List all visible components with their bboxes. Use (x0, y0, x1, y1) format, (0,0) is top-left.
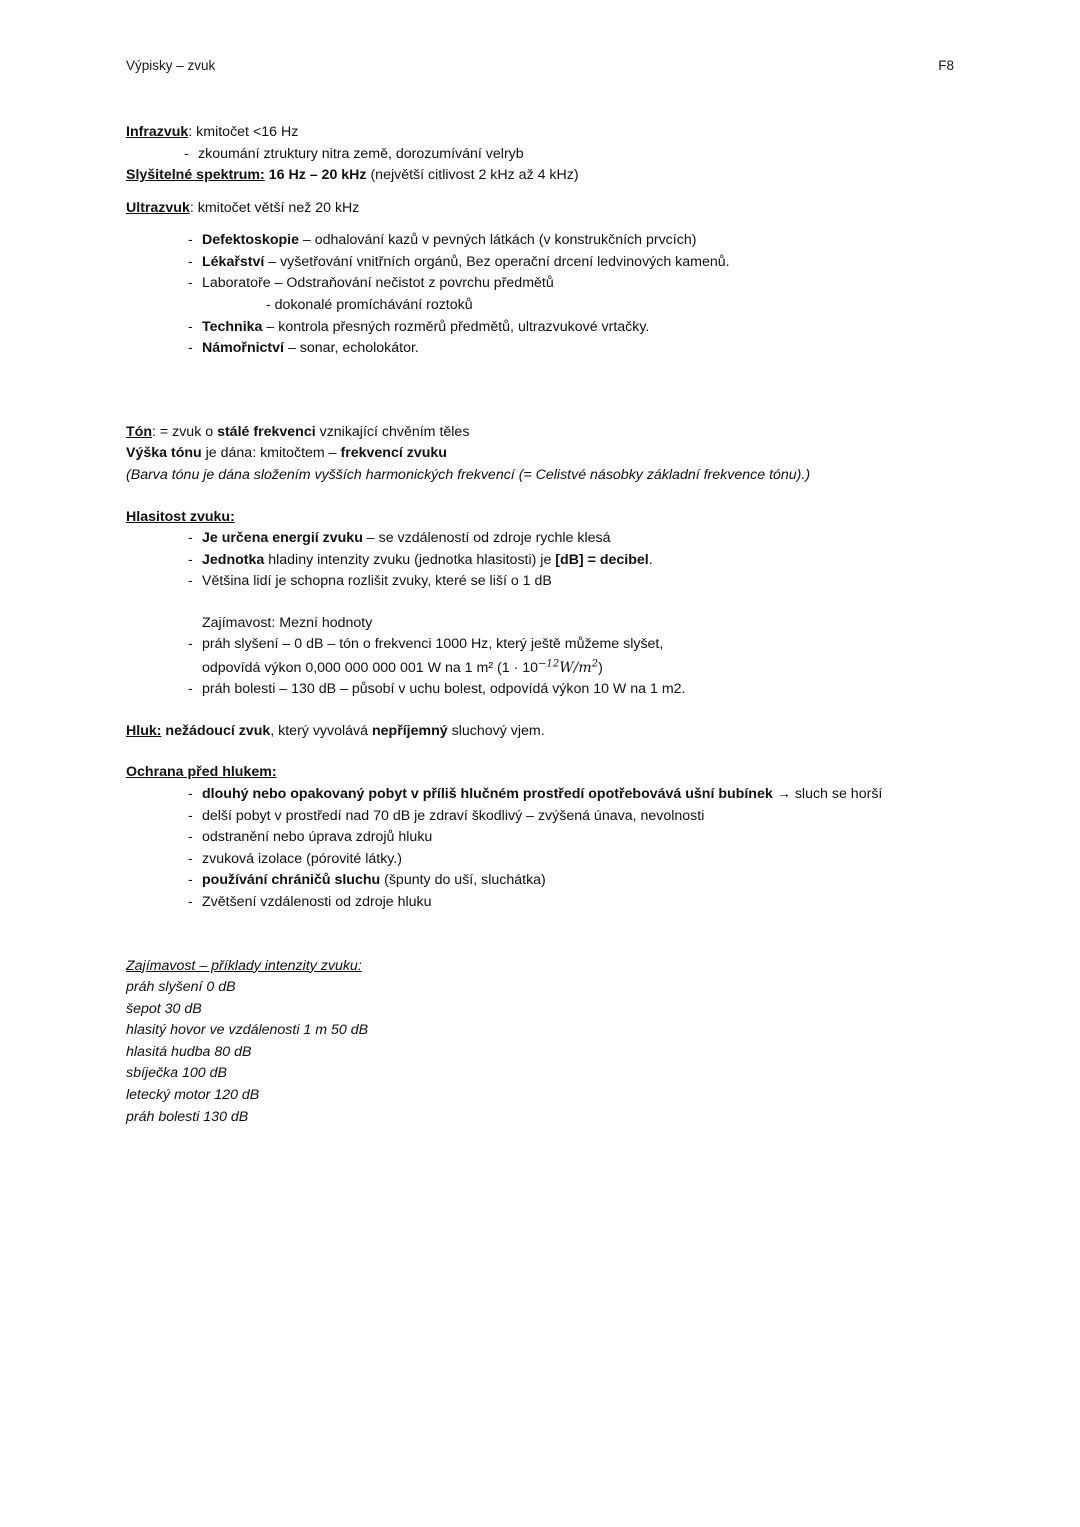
list-item (188, 679, 926, 701)
header-title: Výpisky – zvuk (126, 58, 216, 73)
list-item (188, 806, 926, 828)
dash-icon: - (188, 275, 193, 292)
ochrana-title (126, 762, 926, 784)
infrazvuk-line (126, 122, 926, 144)
priklady-item: šepot 30 dB (126, 1000, 202, 1017)
hlasitost-item-bold2: [dB] = decibel (555, 551, 649, 568)
list-item (188, 571, 926, 593)
ultrazvuk-item-bold: Technika (202, 318, 263, 335)
zajimavost-mezni-label: Zajímavost: Mezní hodnoty (202, 614, 373, 631)
dash-icon: - (188, 573, 193, 590)
priklady-item: práh bolesti 130 dB (126, 1108, 249, 1125)
dash-icon: - (188, 340, 193, 357)
ultrazvuk-item-rest: – vyšetřování vnitřních orgánů, Bez operační drcení ledvinových kamenů. (264, 253, 730, 270)
prah-slyseni-units: W/m (559, 659, 592, 676)
ultrazvuk-subnote: - dokonalé promíchávání roztoků (266, 297, 473, 314)
ton-line-1 (126, 422, 926, 444)
hluk-line (126, 721, 926, 743)
list-item (188, 273, 926, 295)
ultrazvuk-item-bold: Defektoskopie (202, 232, 299, 249)
dash-icon: - (188, 636, 193, 653)
ultrazvuk-def: : kmitočet větší než 20 kHz (189, 199, 360, 216)
hluk-b: , který vyvolává (270, 722, 372, 739)
hlasitost-item-bold: Jednotka (202, 551, 265, 568)
priklady-item: práh slyšení 0 dB (126, 979, 236, 996)
infrazvuk-def: : kmitočet <16 Hz (188, 124, 299, 140)
slysitelne-rest: (největší citlivost 2 kHz až 4 kHz) (366, 167, 579, 184)
dash-icon: - (188, 530, 193, 547)
ochrana-item-rest: Zvětšení vzdálenosti od zdroje hluku (202, 893, 432, 910)
infrazvuk-bullet-text: zkoumání ztruktury nitra země, dorozumívání velryb (198, 145, 524, 162)
list-item (188, 252, 926, 274)
list-item (188, 784, 926, 806)
dash-icon: - (188, 232, 193, 249)
list-item (188, 317, 926, 339)
list-item (188, 550, 926, 572)
prah-slyseni-line2-a: odpovídá výkon 0,000 000 000 001 W na 1 m² (1 · 10 (202, 659, 538, 676)
ochrana-title-text: Ochrana před hlukem: (126, 764, 277, 781)
ochrana-item-rest: (špunty do uší, sluchátka) (380, 872, 546, 889)
document-body (126, 122, 926, 1128)
ton-line1-a: : = zvuk o (152, 423, 218, 440)
priklady-item: hlasitá hudba 80 dB (126, 1043, 252, 1060)
ultrazvuk-line (126, 198, 926, 220)
dash-icon: - (188, 893, 193, 910)
header-page-label: F8 (938, 58, 954, 73)
exp-value: −12 (537, 658, 560, 670)
ton-line1-c: vznikající chvěním těles (315, 423, 470, 440)
list-item (188, 338, 926, 360)
priklady-item: hlasitý hovor ve vzdálenosti 1 m 50 dB (126, 1022, 369, 1039)
ochrana-item-rest: → sluch se horší (772, 786, 883, 803)
vyska-tonu-end: frekvencí zvuku (340, 445, 447, 462)
infrazvuk-term: Infrazvuk (126, 124, 189, 140)
dash-icon: - (188, 850, 193, 867)
page-header (126, 58, 954, 73)
slysitelne-range: 16 Hz – 20 kHz (264, 167, 367, 184)
slysitelne-term: Slyšitelné spektrum: (126, 167, 265, 184)
list-item (188, 634, 926, 679)
priklady-item: sbíječka 100 dB (126, 1065, 227, 1082)
ton-line1-b: stálé frekvenci (217, 423, 316, 440)
dash-icon: - (188, 872, 193, 889)
dash-icon: - (188, 681, 193, 698)
list-item (188, 528, 926, 550)
prah-slyseni-line2 (202, 657, 603, 676)
ultrazvuk-item-rest: – sonar, echolokátor. (284, 340, 419, 357)
prah-slyseni-line1: práh slyšení – 0 dB – tón o frekvenci 1000 Hz, který ještě můžeme slyšet, (202, 636, 664, 653)
barva-tonu-note: (Barva tónu je dána složením vyšších harmonických frekvencí (= Celistvé násobky základní frekvence tónu).) (126, 466, 811, 483)
list-item (188, 230, 926, 252)
prah-slyseni-exp2: 2 (591, 657, 599, 669)
hluk-a: nežádoucí zvuk (161, 722, 271, 739)
list-item (188, 849, 926, 871)
dash-icon: - (188, 807, 193, 824)
dash-icon: - (188, 318, 193, 335)
dash-icon: - (188, 551, 193, 568)
hlasitost-item-rest: hladiny intenzity zvuku (jednotka hlasitosti) je (264, 551, 556, 568)
vyska-tonu-mid: je dána: kmitočtem – (201, 445, 341, 462)
hlasitost-item-rest: – se vzdáleností od zdroje rychle klesá (362, 530, 611, 547)
list-item (188, 827, 926, 849)
priklady-title: Zajímavost – příklady intenzity zvuku: (126, 957, 362, 974)
ultrazvuk-item-rest: – kontrola přesných rozměrů předmětů, ultrazvukové vrtačky. (262, 318, 650, 335)
hlasitost-title (126, 507, 926, 529)
prah-slyseni-exp (538, 660, 559, 676)
ton-line-2 (126, 443, 926, 465)
priklady-item: letecký motor 120 dB (126, 1086, 260, 1103)
list-item (188, 892, 926, 914)
ochrana-item-rest: delší pobyt v prostředí nad 70 dB je zdraví škodlivý – zvýšená únava, nevolnosti (202, 807, 705, 824)
ton-term: Tón (126, 423, 152, 440)
hluk-d: sluchový vjem. (447, 722, 545, 739)
ochrana-item-rest: odstranění nebo úprava zdrojů hluku (202, 829, 433, 846)
dash-icon: - (188, 253, 193, 270)
dash-icon: - (188, 829, 193, 846)
ultrazvuk-term: Ultrazvuk (126, 199, 190, 216)
dash-icon: - (184, 145, 189, 162)
vyska-tonu-term: Výška tónu (126, 445, 202, 462)
ochrana-item-rest: zvuková izolace (pórovité látky.) (202, 850, 403, 867)
ultrazvuk-item-rest: – odhalování kazů v pevných látkách (v konstrukčních prvcích) (298, 232, 697, 249)
dash-icon: - (188, 786, 193, 803)
hlasitost-item-rest: Většina lidí je schopna rozlišit zvuky, které se liší o 1 dB (202, 573, 552, 590)
slysitelne-line (126, 165, 926, 187)
hluk-term: Hluk: (126, 722, 162, 739)
ultrazvuk-item-bold: Námořnictví (202, 340, 284, 357)
hlasitost-item-rest2: . (648, 551, 653, 568)
ochrana-item-bold: používání chráničů sluchu (202, 872, 381, 889)
ultrazvuk-item-bold: Lékařství (202, 253, 265, 270)
prah-slyseni-close: ) (598, 659, 603, 676)
ultrazvuk-item-rest: Laboratoře – Odstraňování nečistot z povrchu předmětů (202, 275, 554, 292)
hlasitost-title-text: Hlasitost zvuku: (126, 508, 235, 525)
hluk-c: nepříjemný (371, 722, 448, 739)
list-item (188, 870, 926, 892)
infrazvuk-bullet (184, 144, 926, 166)
hlasitost-item-bold: Je určena energií zvuku (202, 530, 363, 547)
prah-bolesti-line: práh bolesti – 130 dB – působí v uchu bolest, odpovídá výkon 10 W na 1 m2. (202, 681, 686, 698)
ochrana-item-bold: dlouhý nebo opakovaný pobyt v příliš hlučném prostředí opotřebovává ušní bubínek (202, 786, 773, 803)
